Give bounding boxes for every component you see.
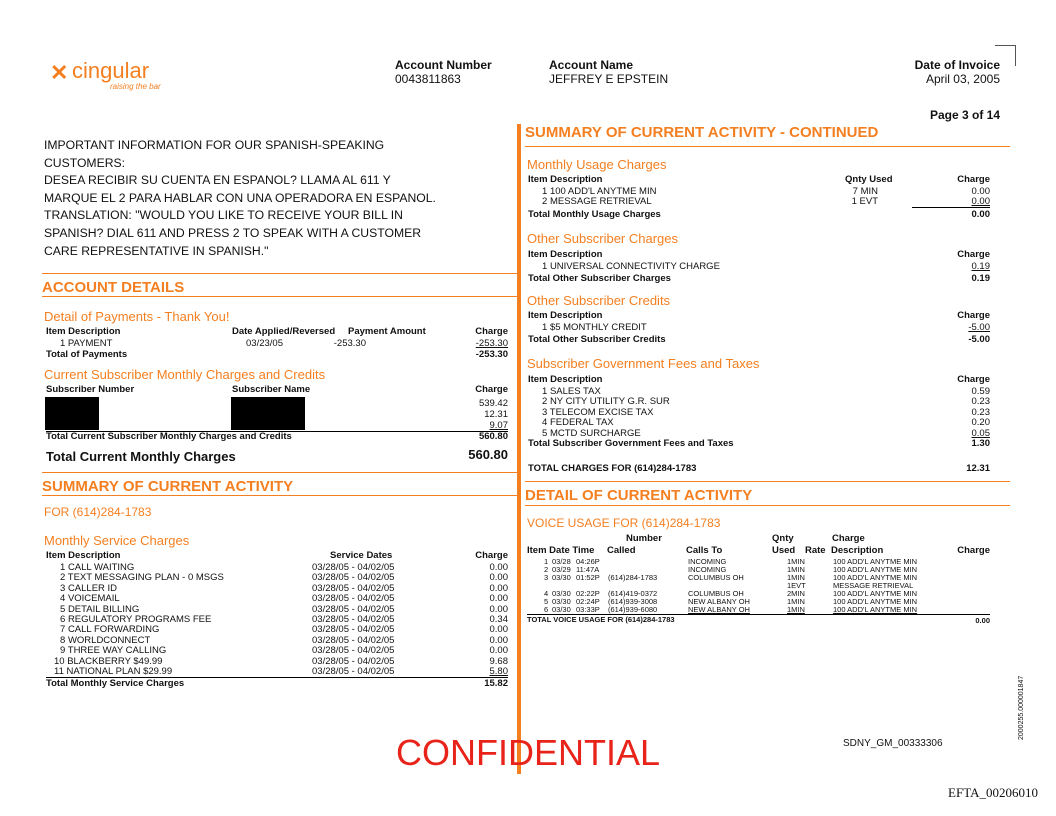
col-number: Number: [626, 533, 662, 544]
subscriber-charge: 9.07: [489, 420, 508, 431]
voice-calls-to: NEW ALBANY OH: [688, 597, 750, 606]
voice-number-called: (614)939-3008: [608, 597, 658, 606]
item-number: 10: [54, 655, 65, 667]
grand-total-label: Total Current Monthly Charges: [46, 449, 236, 464]
voice-description: 100 ADD'L ANYTME MIN: [833, 565, 918, 574]
voice-usage-title: VOICE USAGE FOR (614)284-1783: [527, 516, 721, 530]
voice-description: 100 ADD'L ANYTME MIN: [833, 573, 918, 582]
tax-row: [542, 417, 614, 428]
voice-time: 03:33P: [576, 605, 600, 614]
voice-date: 03/30: [552, 597, 571, 606]
logo-tagline: raising the bar: [110, 82, 161, 91]
col-charge: Charge: [475, 550, 508, 561]
voice-description: 100 ADD'L ANYTME MIN: [833, 597, 918, 606]
service-dates: 03/28/05 - 04/02/05: [312, 624, 395, 636]
service-charge: 0.00: [489, 634, 508, 646]
voice-description: 100 ADD'L ANYTME MIN: [833, 589, 918, 598]
service-charge: 9.68: [489, 655, 508, 667]
service-row: [60, 604, 139, 615]
col-charge: Charge: [957, 374, 990, 385]
col-calls-to: Calls To: [686, 545, 723, 556]
notice-line: CARE REPRESENTATIVE IN SPANISH.": [44, 243, 269, 258]
item-description: TELECOM EXCISE TAX: [549, 406, 654, 418]
col-payment-amount: Payment Amount: [348, 326, 426, 337]
col-rate: Rate: [805, 545, 826, 556]
tax-row: [542, 396, 670, 407]
rule: [912, 207, 990, 208]
logo-brand: cingular: [72, 58, 150, 83]
item-description: WORLDCONNECT: [67, 634, 151, 646]
voice-description: 100 ADD'L ANYTME MIN: [833, 605, 918, 614]
other-credits-total-label: Total Other Subscriber Credits: [528, 334, 666, 345]
subscriber-total-label: Total Current Subscriber Monthly Charges and Credits: [46, 431, 292, 442]
tax-charge: 0.05: [971, 427, 990, 439]
invoice-date: April 03, 2005: [925, 72, 1000, 86]
col-charge: Charge: [475, 384, 508, 395]
cingular-logo: [50, 58, 180, 92]
account-number-label: Account Number: [395, 58, 492, 72]
subscriber-total: 560.80: [478, 431, 508, 442]
item-number: 9: [60, 645, 66, 657]
voice-item-number: 1: [544, 557, 549, 566]
divider: [525, 505, 1010, 506]
col-date-applied: Date Applied/Reversed: [232, 326, 336, 337]
service-row: [60, 635, 150, 646]
corner-mark: [995, 45, 1016, 66]
total-charges-label: TOTAL CHARGES FOR (614)284-1783: [528, 463, 697, 474]
account-name-label: Account Name: [549, 58, 634, 72]
tax-charge: 0.59: [971, 386, 990, 397]
col-item-description: Item Description: [528, 374, 603, 385]
notice-line: MARQUE EL 2 PARA HABLAR CON UNA OPERADORA EN ESPANOL.: [44, 190, 436, 205]
item-number: 3: [60, 582, 66, 594]
service-dates: 03/28/05 - 04/02/05: [312, 634, 395, 646]
usage-charge: 0.00: [971, 196, 990, 207]
col-qnty: Qnty: [772, 533, 794, 544]
item-number: 2: [542, 196, 548, 207]
col-subscriber-name: Subscriber Name: [232, 384, 311, 395]
item-number: 2: [60, 572, 66, 584]
detail-title: DETAIL OF CURRENT ACTIVITY: [525, 481, 1010, 504]
service-charge: 0.00: [489, 645, 508, 657]
tax-row: [542, 407, 653, 418]
item-description: CALL WAITING: [67, 562, 135, 573]
voice-used: 1MIN: [787, 573, 805, 582]
item-number: 11: [54, 666, 64, 677]
subscriber-charge: 12.31: [484, 409, 508, 420]
service-charge: 0.00: [489, 582, 508, 594]
other-credit-amount: -5.00: [968, 322, 990, 333]
subscriber-charge: 539.42: [478, 398, 508, 409]
payment-amount: -253.30: [333, 338, 366, 349]
service-charge: 0.00: [489, 593, 508, 605]
taxes-title: Subscriber Government Fees and Taxes: [527, 356, 760, 371]
monthly-service-total: 15.82: [484, 678, 508, 689]
voice-date: 03/30: [552, 605, 571, 614]
notice-line: CUSTOMERS:: [44, 155, 126, 170]
col-item-description: Item Description: [528, 310, 603, 321]
col-description: Description: [831, 545, 884, 556]
usage-total-label: Total Monthly Usage Charges: [528, 209, 661, 220]
payment-date: 03/23/05: [246, 338, 283, 349]
col-item-date-time: Item Date Time: [527, 545, 595, 556]
service-row: [60, 614, 211, 625]
item-description: FEDERAL TAX: [549, 417, 614, 429]
col-item-description: Item Description: [528, 249, 603, 260]
total-payments: -253.30: [475, 349, 508, 360]
voice-time: 04:26P: [576, 557, 600, 566]
tax-charge: 0.23: [971, 396, 990, 408]
col-charge: Charge: [475, 326, 508, 337]
voice-used: 1MIN: [787, 565, 805, 574]
other-charge-amount: 0.19: [971, 261, 990, 272]
voice-used: 1MIN: [787, 605, 805, 614]
account-details-title: ACCOUNT DETAILS: [42, 273, 517, 296]
service-row: [60, 583, 117, 594]
tax-charge: 0.23: [971, 406, 990, 418]
voice-item-number: 2: [544, 565, 549, 574]
col-charge: Charge: [957, 545, 990, 556]
voice-description: 100 ADD'L ANYTME MIN: [833, 557, 918, 566]
payment-charge: -253.30: [475, 338, 508, 349]
voice-number-called: (614)284-1783: [608, 573, 658, 582]
service-dates: 03/28/05 - 04/02/05: [312, 614, 395, 625]
other-credits-title: Other Subscriber Credits: [527, 293, 671, 308]
usage-charge: 0.00: [971, 186, 990, 197]
item-description: $5 MONTHLY CREDIT: [549, 322, 647, 333]
service-dates: 03/28/05 - 04/02/05: [312, 582, 395, 594]
voice-total-label: TOTAL VOICE USAGE FOR (614)284-1783: [527, 615, 675, 624]
other-charges-total-label: Total Other Subscriber Charges: [528, 273, 671, 284]
item-number: 5: [542, 427, 548, 439]
item-description: SALES TAX: [549, 386, 601, 397]
service-charge: 0.00: [489, 572, 508, 584]
col-item-description: Item Description: [46, 550, 121, 561]
voice-time: 01:52P: [576, 573, 600, 582]
usage-row: [542, 196, 652, 207]
other-credit-row: [542, 322, 647, 333]
item-number: 1: [542, 186, 548, 197]
voice-item-number: 5: [544, 597, 549, 606]
item-description: 100 ADD'L ANYTME MIN: [549, 186, 657, 197]
service-charge: 0.00: [489, 562, 508, 573]
item-number: 1: [542, 386, 548, 397]
notice-line: IMPORTANT INFORMATION FOR OUR SPANISH-SPEAKING: [44, 138, 385, 152]
voice-description: MESSAGE RETRIEVAL: [833, 581, 914, 590]
col-item-description: Item Description: [46, 326, 121, 337]
voice-date: 03/30: [552, 573, 571, 582]
notice-line: TRANSLATION: "WOULD YOU LIKE TO RECEIVE YOUR BILL IN: [44, 208, 403, 223]
tax-charge: 0.20: [971, 417, 990, 429]
voice-calls-to: INCOMING: [688, 565, 727, 574]
account-name: JEFFREY E EPSTEIN: [549, 72, 669, 86]
item-number: 3: [542, 406, 548, 418]
voice-used: 2MIN: [787, 589, 805, 598]
col-charge: Charge: [957, 174, 990, 185]
col-service-dates: Service Dates: [330, 550, 393, 561]
service-row: [60, 645, 166, 656]
monthly-service-total-label: Total Monthly Service Charges: [46, 678, 185, 689]
voice-time: 02:22P: [576, 589, 600, 598]
tax-row: [542, 386, 601, 397]
service-dates: 03/28/05 - 04/02/05: [312, 562, 395, 573]
redacted-subscriber-name: [231, 397, 305, 430]
item-description: UNIVERSAL CONNECTIVITY CHARGE: [549, 261, 720, 272]
monthly-service-title: Monthly Service Charges: [44, 533, 190, 548]
other-charge-row: [542, 261, 720, 272]
col-charge-top: Charge: [832, 533, 865, 544]
redacted-subscriber-number: [45, 397, 99, 430]
spanish-notice: [44, 137, 514, 260]
col-qty-used: Qnty Used: [845, 174, 893, 185]
item-number: 4: [542, 417, 548, 429]
item-number: 1: [60, 562, 66, 573]
side-code: 2000255.000001847: [1018, 675, 1025, 740]
item-description: NY CITY UTILITY G.R. SUR: [549, 396, 670, 408]
voice-calls-to: NEW ALBANY OH: [688, 605, 750, 614]
voice-used: 1EVT: [787, 581, 806, 590]
service-charge: 0.00: [489, 603, 508, 615]
notice-line: SPANISH? DIAL 611 AND PRESS 2 TO SPEAK WITH A CUSTOMER: [44, 225, 422, 240]
voice-date: 03/28: [552, 557, 571, 566]
other-credits-total: -5.00: [968, 334, 990, 345]
service-row: [60, 572, 224, 583]
payment-item: 1 PAYMENT: [60, 338, 113, 349]
col-charge: Charge: [957, 310, 990, 321]
item-description: REGULATORY PROGRAMS FEE: [67, 614, 212, 625]
grand-total: 560.80: [468, 447, 508, 462]
voice-item-number: 6: [544, 605, 549, 614]
item-number: 7: [60, 624, 66, 636]
service-charge: 0.00: [489, 624, 508, 636]
summary-title: SUMMARY OF CURRENT ACTIVITY: [42, 472, 517, 495]
confidential-stamp: CONFIDENTIAL: [396, 732, 661, 773]
voice-total: 0.00: [975, 616, 990, 625]
service-charge: 5.80: [489, 666, 508, 677]
usage-qty: 7 MIN: [852, 186, 878, 197]
service-dates: 03/28/05 - 04/02/05: [312, 603, 395, 615]
total-charges: 12.31: [966, 463, 990, 474]
item-number: 1: [542, 322, 548, 333]
service-dates: 03/28/05 - 04/02/05: [312, 593, 395, 605]
taxes-total: 1.30: [971, 438, 990, 449]
service-row: [60, 593, 120, 604]
item-description: CALLER ID: [67, 582, 118, 594]
item-description: TEXT MESSAGING PLAN - 0 MSGS: [67, 572, 224, 584]
voice-date: 03/29: [552, 565, 571, 574]
divider: [525, 146, 1010, 147]
divider: [42, 495, 517, 496]
item-description: CALL FORWARDING: [67, 624, 160, 636]
service-row: [60, 624, 159, 635]
item-description: THREE WAY CALLING: [67, 645, 167, 657]
voice-time: 02:24P: [576, 597, 600, 606]
notice-line: DESEA RECIBIR SU CUENTA EN ESPANOL? LLAMA AL 611 Y: [44, 173, 391, 188]
invoice-date-label: Date of Invoice: [914, 58, 1000, 72]
tax-row: [542, 428, 641, 439]
subscriber-charges-title: Current Subscriber Monthly Charges and Credits: [44, 367, 326, 382]
service-row: [54, 666, 172, 677]
usage-qty: 1 EVT: [851, 196, 878, 207]
voice-calls-to: INCOMING: [688, 557, 727, 566]
total-payments-label: Total of Payments: [46, 349, 128, 360]
account-number: 0043811863: [395, 72, 461, 86]
voice-item-number: 3: [544, 573, 549, 582]
item-number: 1: [542, 261, 548, 272]
voice-time: 11:47A: [576, 565, 600, 574]
efta-number: EFTA_00206010: [948, 785, 1038, 800]
cingular-x-icon: ✕: [50, 60, 69, 85]
voice-date: 03/30: [552, 589, 571, 598]
service-dates: 03/28/05 - 04/02/05: [312, 655, 395, 667]
service-dates: 03/28/05 - 04/02/05: [312, 666, 395, 677]
item-description: BLACKBERRY $49.99: [67, 655, 163, 667]
usage-total: 0.00: [971, 209, 990, 220]
payments-title: Detail of Payments - Thank You!: [44, 309, 230, 324]
item-number: 2: [542, 396, 548, 408]
service-charge: 0.34: [489, 614, 508, 625]
item-number: 8: [60, 634, 66, 646]
col-item-description: Item Description: [528, 174, 603, 185]
service-row: [60, 562, 134, 573]
voice-calls-to: COLUMBUS OH: [688, 589, 744, 598]
voice-number-called: (614)939-6080: [608, 605, 658, 614]
bates-number: SDNY_GM_00333306: [843, 738, 943, 749]
col-used: Used: [772, 545, 796, 556]
summary-continued-title: SUMMARY OF CURRENT ACTIVITY - CONTINUED: [525, 124, 879, 141]
taxes-total-label: Total Subscriber Government Fees and Taxes: [528, 438, 734, 449]
page-number: Page 3 of 14: [929, 108, 1000, 122]
item-description: VOICEMAIL: [67, 593, 120, 605]
item-number: 4: [60, 593, 66, 605]
service-dates: 03/28/05 - 04/02/05: [312, 645, 395, 657]
usage-title: Monthly Usage Charges: [527, 157, 667, 172]
item-description: NATIONAL PLAN $29.99: [66, 666, 173, 677]
column-divider: [517, 124, 521, 774]
voice-used: 1MIN: [787, 557, 805, 566]
summary-for-line: FOR (614)284-1783: [44, 505, 152, 519]
item-description: MESSAGE RETRIEVAL: [549, 196, 652, 207]
item-description: DETAIL BILLING: [67, 603, 140, 615]
service-dates: 03/28/05 - 04/02/05: [312, 572, 395, 584]
item-description: MCTD SURCHARGE: [549, 427, 641, 439]
voice-calls-to: COLUMBUS OH: [688, 573, 744, 582]
other-charges-title: Other Subscriber Charges: [527, 231, 679, 246]
voice-number-called: (614)419-0372: [608, 589, 658, 598]
voice-item-number: 4: [544, 589, 549, 598]
voice-used: 1MIN: [787, 597, 805, 606]
item-number: 6: [60, 614, 66, 625]
divider: [42, 296, 517, 297]
col-called: Called: [607, 545, 636, 556]
col-charge: Charge: [957, 249, 990, 260]
item-number: 5: [60, 603, 66, 615]
col-subscriber-number: Subscriber Number: [46, 384, 135, 395]
other-charges-total: 0.19: [971, 273, 990, 284]
service-row: [54, 656, 162, 667]
